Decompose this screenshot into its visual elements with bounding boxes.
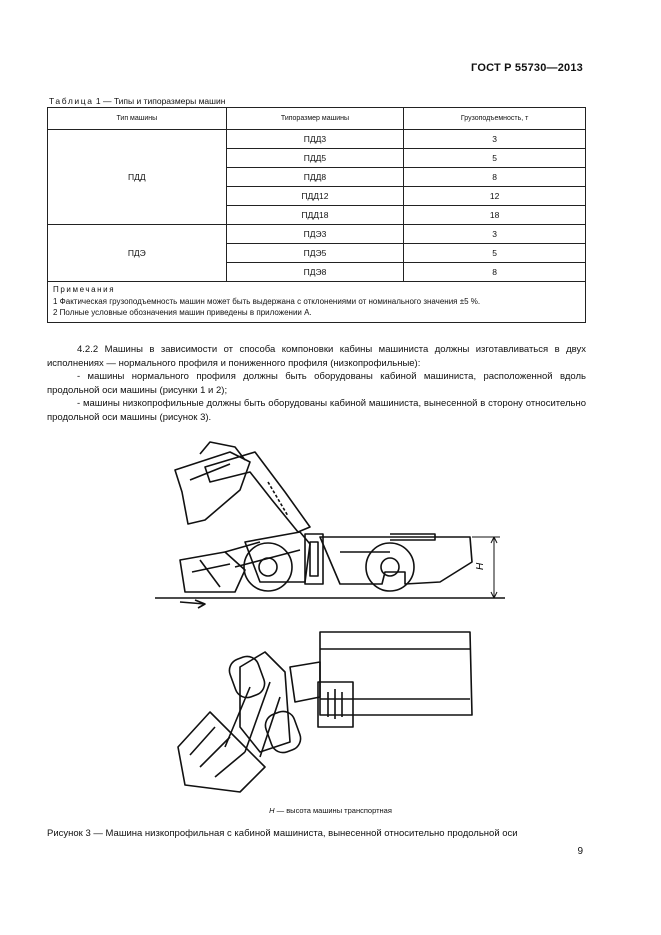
capacity-cell: 3: [404, 225, 586, 244]
table-caption-word: Таблица: [49, 96, 94, 106]
capacity-cell: 8: [404, 263, 586, 282]
column-header-type: Тип машины: [48, 108, 227, 130]
size-cell: ПДЭ8: [226, 263, 404, 282]
legend-text: — высота машины транспортная: [274, 806, 392, 815]
body-text: [47, 343, 586, 425]
column-header-size: Типоразмер машины: [226, 108, 404, 130]
table-row: [48, 130, 586, 149]
size-cell: ПДД8: [226, 168, 404, 187]
size-cell: ПДЭ3: [226, 225, 404, 244]
note-1: 1 Фактическая грузоподъемность машин может быть выдержана с отклонениями от номинального значения ±5 %.: [53, 296, 481, 306]
paragraph-4-2-2: 4.2.2 Машины в зависимости от способа компоновки кабины машиниста должны изготавливаться в двух исполнениях — нормального профиля и пониженного профиля (низкопрофильные):: [47, 344, 586, 369]
table-notes: [48, 282, 586, 323]
capacity-cell: 3: [404, 130, 586, 149]
capacity-cell: 12: [404, 187, 586, 206]
table-caption-title: 1 — Типы и типоразмеры машин: [93, 96, 226, 106]
size-cell: ПДД12: [226, 187, 404, 206]
figure-legend: [0, 806, 661, 815]
legend-symbol: H: [269, 806, 275, 815]
machine-type-pde: ПДЭ: [48, 225, 227, 282]
size-cell: ПДД18: [226, 206, 404, 225]
height-dimension-label: H: [475, 562, 486, 570]
table-notes-row: [48, 282, 586, 323]
figure-caption: Рисунок 3 — Машина низкопрофильная с кабиной машиниста, вынесенной относительно продольной оси: [47, 828, 518, 839]
capacity-cell: 5: [404, 244, 586, 263]
notes-title: Примечания: [53, 285, 116, 294]
loader-side-view-drawing: [150, 432, 520, 617]
column-header-capacity: Грузоподъемность, т: [404, 108, 586, 130]
note-2: 2 Полные условные обозначения машин приведены в приложении А.: [53, 308, 312, 317]
machine-type-pdd: ПДД: [48, 130, 227, 225]
size-cell: ПДЭ5: [226, 244, 404, 263]
loader-top-view-drawing: [170, 627, 480, 797]
paragraph-low-profile: - машины низкопрофильные должны быть оборудованы кабиной машиниста, вынесенной в сторону относительно продольной оси машины (рисунок 3).: [47, 398, 586, 423]
table-row: [48, 225, 586, 244]
table-caption: [49, 96, 225, 106]
table-header-row: [48, 108, 586, 130]
paragraph-normal-profile: - машины нормального профиля должны быть оборудованы кабиной машиниста, расположенной вдоль продольной оси машины (рисунки 1 и 2);: [47, 371, 586, 396]
size-cell: ПДД5: [226, 149, 404, 168]
standard-header: ГОСТ Р 55730—2013: [471, 62, 583, 74]
capacity-cell: 5: [404, 149, 586, 168]
capacity-cell: 8: [404, 168, 586, 187]
machine-types-table: [47, 107, 586, 323]
size-cell: ПДД3: [226, 130, 404, 149]
page-number: 9: [577, 846, 583, 857]
capacity-cell: 18: [404, 206, 586, 225]
